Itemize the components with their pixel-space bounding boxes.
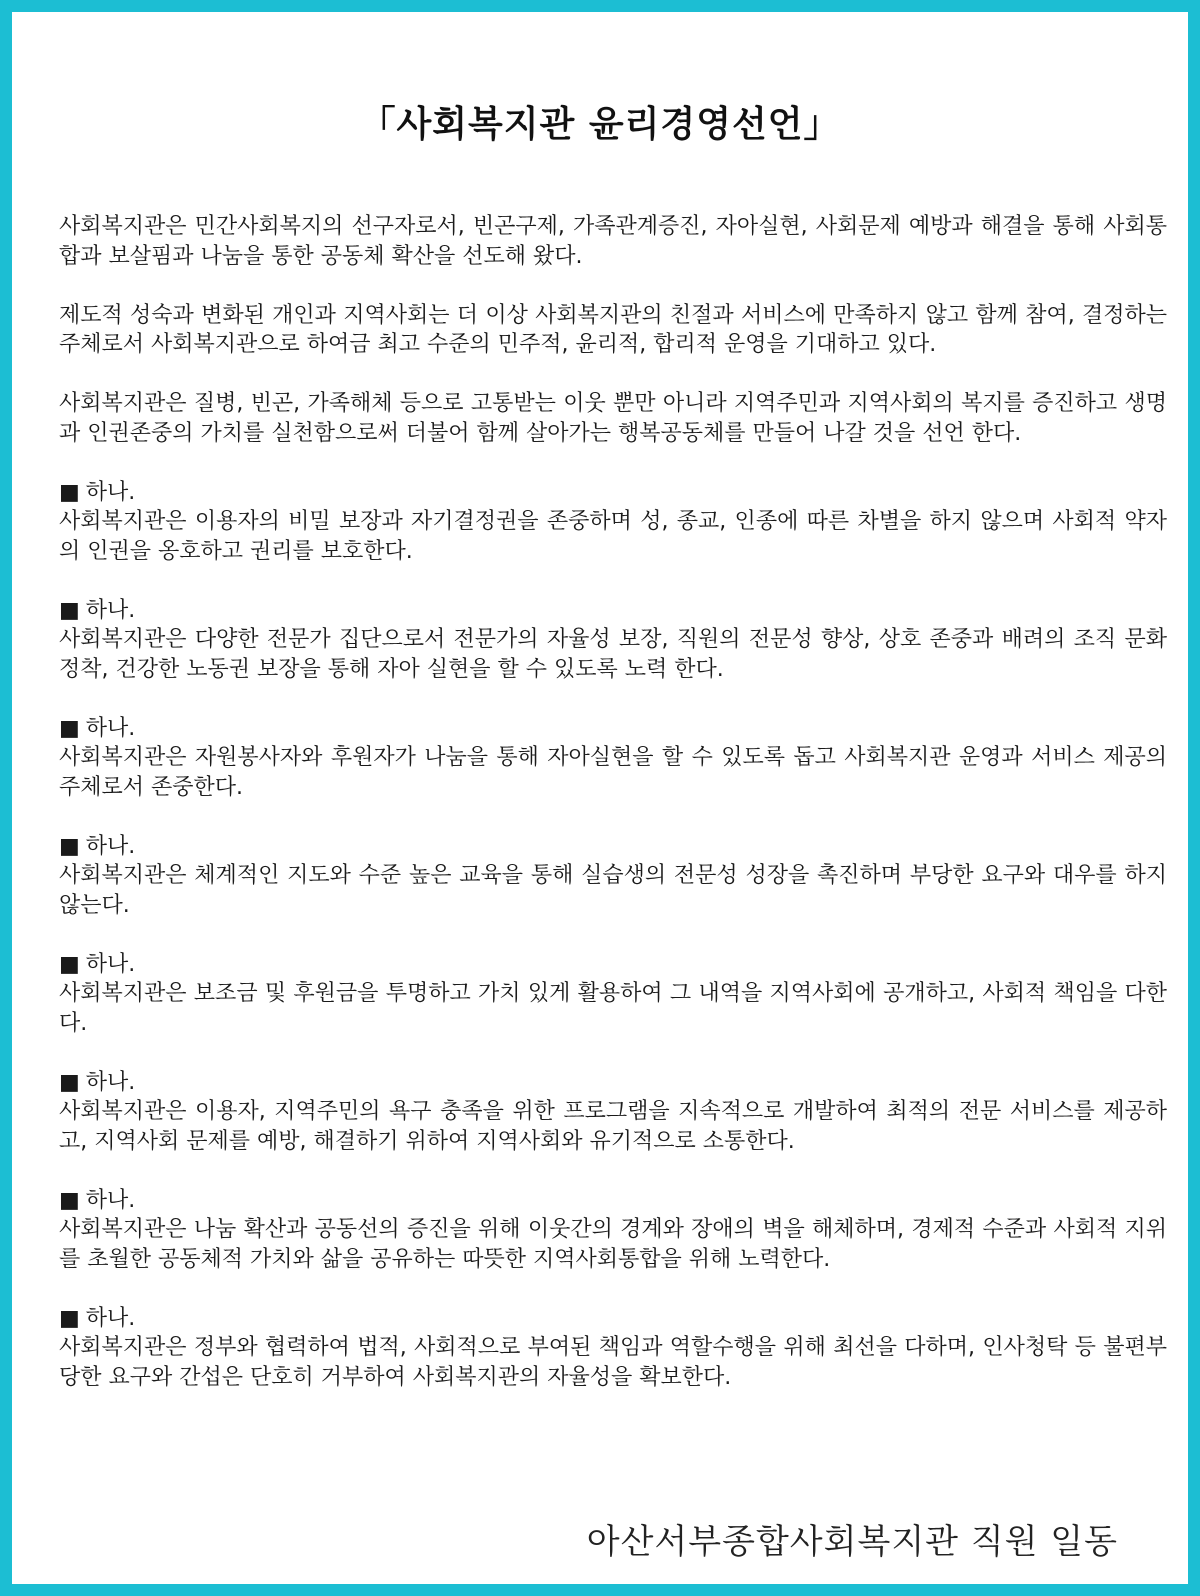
square-bullet-icon: ■ (59, 1069, 80, 1095)
item-text: 사회복지관은 보조금 및 후원금을 투명하고 가치 있게 활용하여 그 내역을 지역사회에 공개하고, 사회적 책임을 다한다. (59, 981, 1167, 1036)
item-heading-label: 하나. (85, 479, 136, 505)
item-heading-label: 하나. (85, 597, 136, 623)
item-heading (59, 596, 1167, 626)
item-heading-label: 하나. (85, 951, 136, 977)
item-text: 사회복지관은 정부와 협력하여 법적, 사회적으로 부여된 책임과 역할수행을 위해 최선을 다하며, 인사청탁 등 불편부당한 요구와 간섭은 단호히 거부하여 사회복지관의 자율성을 확보한다. (59, 1335, 1167, 1390)
declaration-item-7 (59, 1186, 1167, 1275)
square-bullet-icon: ■ (59, 479, 80, 505)
item-heading (59, 714, 1167, 744)
item-heading (59, 1068, 1167, 1098)
square-bullet-icon: ■ (59, 597, 80, 623)
item-text: 사회복지관은 이용자, 지역주민의 욕구 충족을 위한 프로그램을 지속적으로 개발하여 최적의 전문 서비스를 제공하고, 지역사회 문제를 예방, 해결하기 위하여 지역사회와 유기적으로 소통한다. (59, 1099, 1167, 1154)
declaration-item-3 (59, 714, 1167, 803)
document-title: 「사회복지관 윤리경영선언」 (359, 104, 841, 145)
item-text: 사회복지관은 다양한 전문가 집단으로서 전문가의 자율성 보장, 직원의 전문성 향상, 상호 존중과 배려의 조직 문화 정착, 건강한 노동권 보장을 통해 자아 실현을 할 수 있도록 노력 한다. (59, 627, 1167, 682)
item-heading-label: 하나. (85, 715, 136, 741)
item-heading (59, 832, 1167, 862)
square-bullet-icon: ■ (59, 1305, 80, 1331)
item-text: 사회복지관은 자원봉사자와 후원자가 나눔을 통해 자아실현을 할 수 있도록 돕고 사회복지관 운영과 서비스 제공의 주체로서 존중한다. (59, 745, 1167, 800)
item-text: 사회복지관은 이용자의 비밀 보장과 자기결정권을 존중하며 성, 종교, 인종에 따른 차별을 하지 않으며 사회적 약자의 인권을 옹호하고 권리를 보호한다. (59, 509, 1167, 564)
intro-paragraph-2: 제도적 성숙과 변화된 개인과 지역사회는 더 이상 사회복지관의 친절과 서비스에 만족하지 않고 함께 참여, 결정하는 주체로서 사회복지관으로 하여금 최고 수준의 민주적, 윤리적, 합리적 운영을 기대하고 있다. (59, 302, 1167, 357)
declaration-item-6 (59, 1068, 1167, 1157)
intro-paragraph-3: 사회복지관은 질병, 빈곤, 가족해체 등으로 고통받는 이웃 뿐만 아니라 지역주민과 지역사회의 복지를 증진하고 생명과 인권존중의 가치를 실천함으로써 더불어 함께 살아가는 행복공동체를 만들어 나갈 것을 선언 한다. (59, 391, 1167, 446)
square-bullet-icon: ■ (59, 951, 80, 977)
document-body (59, 212, 1167, 1422)
item-heading-label: 하나. (85, 1305, 136, 1331)
item-heading (59, 1186, 1167, 1216)
declaration-item-8 (59, 1304, 1167, 1393)
signature: 아산서부종합사회복지관 직원 일동 (586, 1522, 1118, 1562)
item-text: 사회복지관은 나눔 확산과 공동선의 증진을 위해 이웃간의 경계와 장애의 벽을 해체하며, 경제적 수준과 사회적 지위를 초월한 공동체적 가치와 삶을 공유하는 따뜻한 지역사회통합을 위해 노력한다. (59, 1217, 1167, 1272)
declaration-item-2 (59, 596, 1167, 685)
square-bullet-icon: ■ (59, 715, 80, 741)
declaration-item-5 (59, 950, 1167, 1039)
item-heading-label: 하나. (85, 833, 136, 859)
declaration-item-4 (59, 832, 1167, 921)
square-bullet-icon: ■ (59, 833, 80, 859)
item-heading (59, 478, 1167, 508)
item-text: 사회복지관은 체계적인 지도와 수준 높은 교육을 통해 실습생의 전문성 성장을 촉진하며 부당한 요구와 대우를 하지 않는다. (59, 863, 1167, 918)
item-heading (59, 950, 1167, 980)
declaration-item-1 (59, 478, 1167, 567)
item-heading-label: 하나. (85, 1069, 136, 1095)
item-heading-label: 하나. (85, 1187, 136, 1213)
item-heading (59, 1304, 1167, 1334)
square-bullet-icon: ■ (59, 1187, 80, 1213)
intro-paragraph-1: 사회복지관은 민간사회복지의 선구자로서, 빈곤구제, 가족관계증진, 자아실현, 사회문제 예방과 해결을 통해 사회통합과 보살핌과 나눔을 통한 공동체 확산을 선도해 왔다. (59, 214, 1167, 269)
